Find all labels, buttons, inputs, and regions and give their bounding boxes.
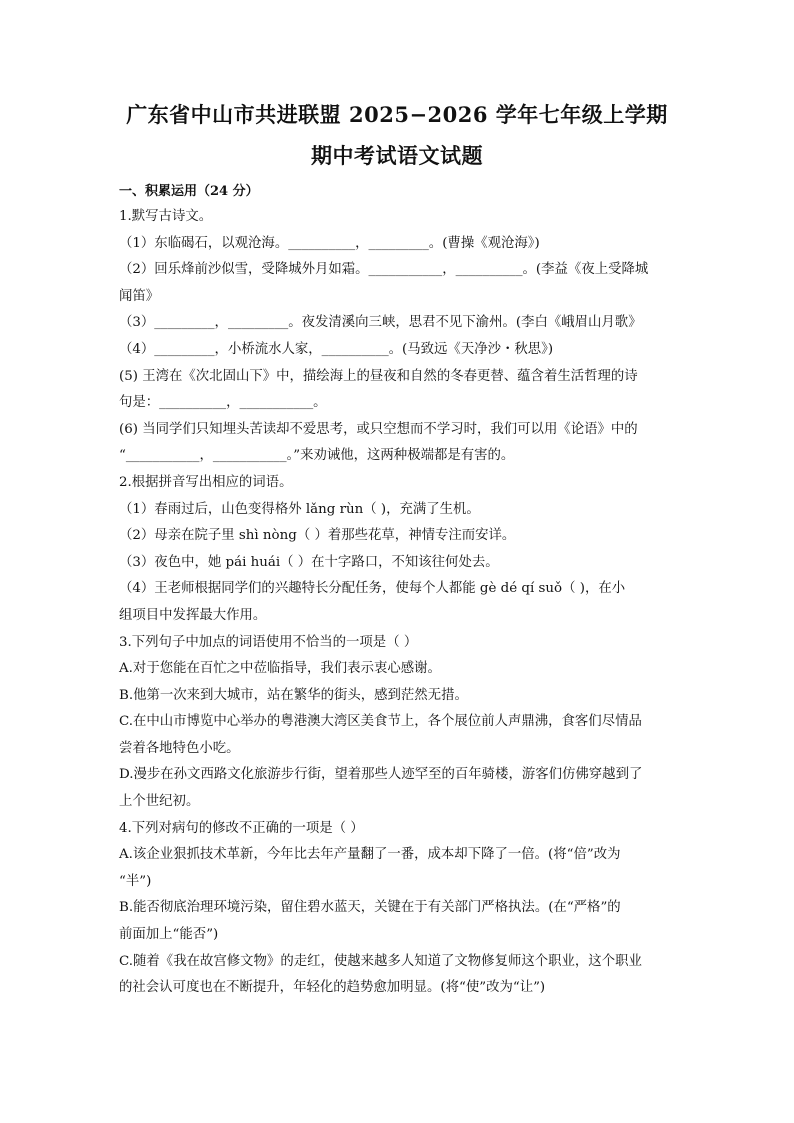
text-line: （2）母亲在院子里 shì nòng（ ）着那些花草，神情专注而安详。 — [119, 528, 516, 544]
text-line: （4）_________，小桥流水人家，__________。(马致远《天净沙・秋思》) — [119, 341, 554, 357]
text-line: B.他第一次来到大城市，站在繁华的街头，感到茫然无措。 — [119, 687, 468, 703]
text-line: A.该企业狠抓技术革新，今年比去年产量翻了一番，成本却下降了一倍。(将“倍”改为 — [119, 847, 621, 863]
text-line: “___________，___________。”来劝诫他，这两种极端都是有害的。 — [119, 448, 515, 464]
text-line: C.在中山市博览中心举办的粤港澳大湾区美食节上，各个展位前人声鼎沸，食客们尽情品 — [119, 714, 642, 730]
text-line: D.漫步在孙文西路文化旅游步行街，望着那些人迹罕至的百年骑楼，游客们仿佛穿越到了 — [119, 767, 643, 783]
text-line: 4.下列对病句的修改不正确的一项是（ ） — [119, 820, 364, 836]
text-line: 句是：__________，___________。 — [119, 395, 327, 411]
text-line: C.随着《我在故宫修文物》的走红，使越来越多人知道了文物修复师这个职业，这个职业 — [119, 953, 642, 969]
text-line: （1）春雨过后，山色变得格外 lǎng rùn（ )，充满了生机。 — [119, 501, 480, 517]
text-line: 组项目中发挥最大作用。 — [119, 607, 267, 623]
text-line: A.对于您能在百忙之中莅临指导，我们表示衷心感谢。 — [119, 661, 441, 677]
text-line: 上个世纪初。 — [119, 794, 200, 810]
text-line: 的社会认可度也在不断提升，年轻化的趋势愈加明显。(将“使”改为“让”) — [119, 980, 546, 996]
text-line: “半”) — [119, 873, 152, 889]
text-line: (5) 王湾在《次北固山下》中，描绘海上的昼夜和自然的冬春更替、蕴含着生活哲理的诗 — [119, 368, 638, 384]
document-title-line-2: 期中考试语文试题 — [311, 143, 483, 168]
question-body — [119, 204, 681, 1002]
text-line: 尝着各地特色小吃。 — [119, 740, 240, 756]
document-title-line-1: 广东省中山市共进联盟 2025−2026 学年七年级上学期 — [126, 102, 668, 127]
text-line: （4）王老师根据同学们的兴趣特长分配任务，使每个人都能 gè dé qí suǒ（ )，在小 — [119, 581, 626, 597]
text-line: 前面加上“能否”) — [119, 927, 219, 943]
text-line: 3.下列句子中加点的词语使用不恰当的一项是（ ） — [119, 634, 418, 650]
text-line: B.能否彻底治理环境污染，留住碧水蓝天，关键在于有关部门严格执法。(在“严格”的 — [119, 900, 621, 916]
text-line: 闻笛》 — [119, 288, 160, 304]
text-line: （3）_________，_________。夜发清溪向三峡，思君不见下渝州。(李白《峨眉山月歌》 — [119, 315, 642, 331]
text-line: 1.默写古诗文。 — [119, 209, 213, 224]
text-line: 2.根据拼音写出相应的词语。 — [119, 474, 293, 490]
text-line: (6) 当同学们只知埋头苦读却不爱思考，或只空想而不学习时，我们可以用《论语》中的 — [119, 421, 638, 437]
text-line: （3）夜色中，她 pái huái（ ）在十字路口，不知该往何处去。 — [119, 554, 499, 570]
section-heading: 一、积累运用（24 分） — [119, 184, 259, 199]
text-line: （2）回乐烽前沙似雪，受降城外月如霜。___________，__________。(李益《夜上受降城 — [119, 262, 649, 278]
text-line: （1）东临碣石，以观沧海。__________，_________。(曹操《观沧海》) — [119, 235, 540, 251]
